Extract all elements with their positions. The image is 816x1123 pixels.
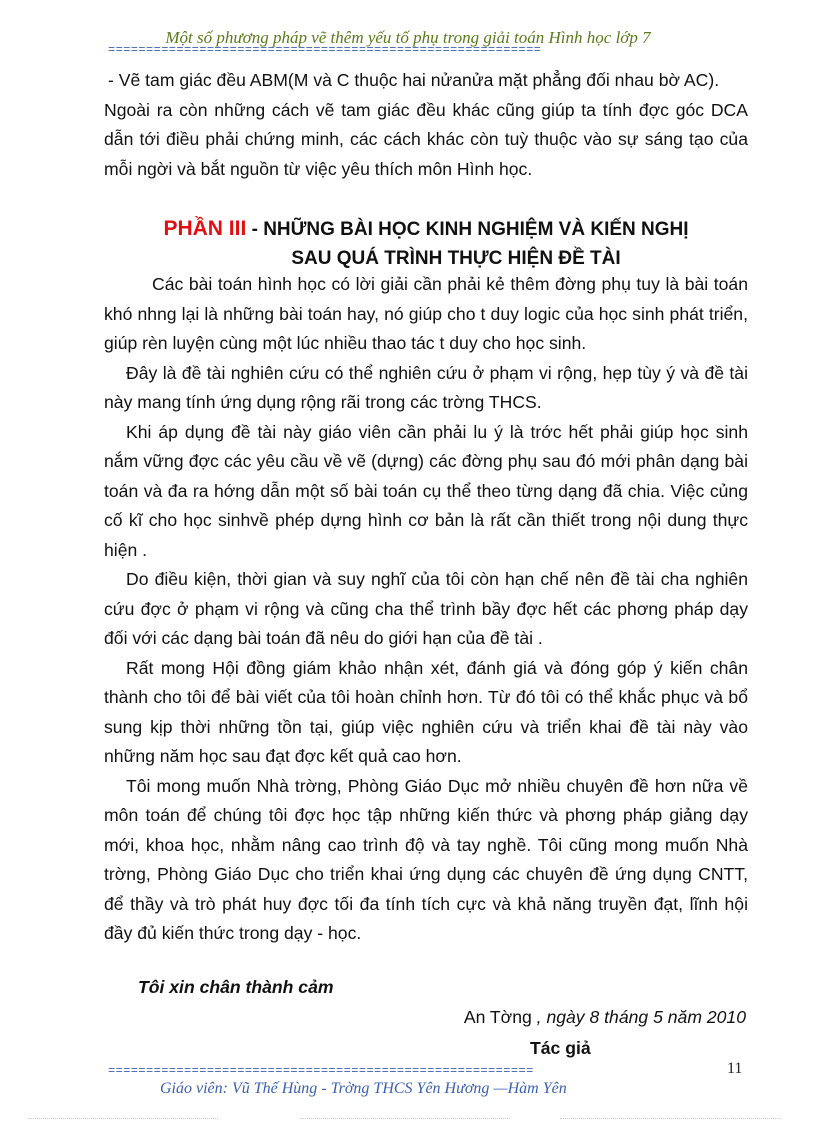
bottom-dotted-line-left [28, 1118, 218, 1120]
section-title-line2: SAU QUÁ TRÌNH THỰC HIỆN ĐỀ TÀI [291, 248, 621, 269]
body-paragraph-3: Khi áp dụng đề tài này giáo viên cần phải lu ý là trớc hết phải giúp học sinh nắm vững đợc các yêu cầu về vẽ (dựng) các đờng phụ sau đó mới phân dạng bài toán và đa ra hớng dẫn một số bài toán cụ thể theo từng dạng đã chia. Việc củng cố kĩ cho học sinhvề phép dựng hình cơ bản là rất cần thiết trong nội dung thực hiện . [104, 421, 748, 560]
closing-date [464, 1007, 746, 1028]
intro-paragraph-1: - Vẽ tam giác đều ABM(M và C thuộc hai nửanửa mặt phẳng đối nhau bờ AC). [108, 70, 720, 90]
section-label: PHẦN III [163, 217, 247, 240]
page-header-title: Một số phương pháp vẽ thêm yếu tố phụ trong giải toán Hình học lớp 7 [165, 28, 651, 47]
section-heading [104, 214, 748, 273]
footer-rule: ======================================================== [108, 1066, 534, 1076]
intro-block [104, 66, 748, 184]
closing-place: An Tờng [463, 1007, 532, 1027]
body-paragraph-4: Do điều kiện, thời gian và suy nghĩ của tôi còn hạn chế nên đề tài cha nghiên cứu đợc ở phạm vi rộng và cũng cha thể trình bầy đợc hết các phơng pháp dạy đối với các dạng bài toán đã nêu do giới hạn của đề tài . [104, 569, 748, 648]
page-footer: Giáo viên: Vũ Thế Hùng - Trờng THCS Yên Hương —Hàm Yên [160, 1080, 567, 1097]
section-title-line1: NHỮNG BÀI HỌC KINH NGHIỆM VÀ KIẾN NGHỊ [263, 219, 689, 240]
bottom-dotted-line-right [560, 1118, 780, 1120]
body-paragraph-6: Tôi mong muốn Nhà trờng, Phòng Giáo Dục mở nhiều chuyên đề hơn nữa về môn toán để chúng tôi đợc học tập những kiến thức và phơng pháp giảng dạy mới, khoa học, nhằm nâng cao trình độ và tay nghề. Tôi cũng mong muốn Nhà trờng, Phòng Giáo Dục cho triển khai ứng dụng các chuyên đề ứng dụng CNTT, để thầy và trò phát huy đợc tối đa tính tích cực và khả năng truyền đạt, lĩnh hội đầy đủ kiến thức trong dạy - học. [104, 775, 748, 943]
header-rule: ========================================================= [108, 45, 542, 55]
body-paragraph-2: Đây là đề tài nghiên cứu có thể nghiên cứu ở phạm vi rộng, hẹp tùy ý và đề tài này mang tính ứng dụng rộng rãi trong các trờng THCS. [104, 362, 748, 412]
page-number: 11 [727, 1060, 743, 1077]
bottom-dotted-line-center [300, 1118, 510, 1120]
closing-thanks: Tôi xin chân thành cảm [138, 977, 334, 997]
intro-paragraph-2: Ngoài ra còn những cách vẽ tam giác đều khác cũng giúp ta tính đợc góc DCA dẫn tới điều phải chứng minh, các cách khác còn tuỳ thuộc vào sự sáng tạo của mỗi ngời và bắt nguồn từ việc yêu thích môn Hình học. [104, 99, 748, 179]
main-body [104, 270, 748, 949]
closing-author: Tác giả [530, 1038, 591, 1058]
body-paragraph-1: Các bài toán hình học có lời giải cần phải kẻ thêm đờng phụ tuy là bài toán khó nhng lại là những bài toán hay, nó giúp cho t duy logic của học sinh phát triển, giúp rèn luyện cùng một lúc nhiều thao tác t duy cho học sinh. [104, 274, 748, 353]
body-paragraph-5: Rất mong Hội đồng giám khảo nhận xét, đánh giá và đóng góp ý kiến chân thành cho tôi để bài viết của tôi hoàn chỉnh hơn. Từ đó tôi có thể khắc phục và bổ sung kịp thời những tồn tại, giúp việc nghiên cứu và triển khai đề tài này vào những năm học sau đạt đợc kết quả cao hơn. [104, 657, 748, 766]
section-dash: - [246, 219, 264, 240]
closing-date-text: , ngày 8 tháng 5 năm 2010 [531, 1007, 746, 1027]
